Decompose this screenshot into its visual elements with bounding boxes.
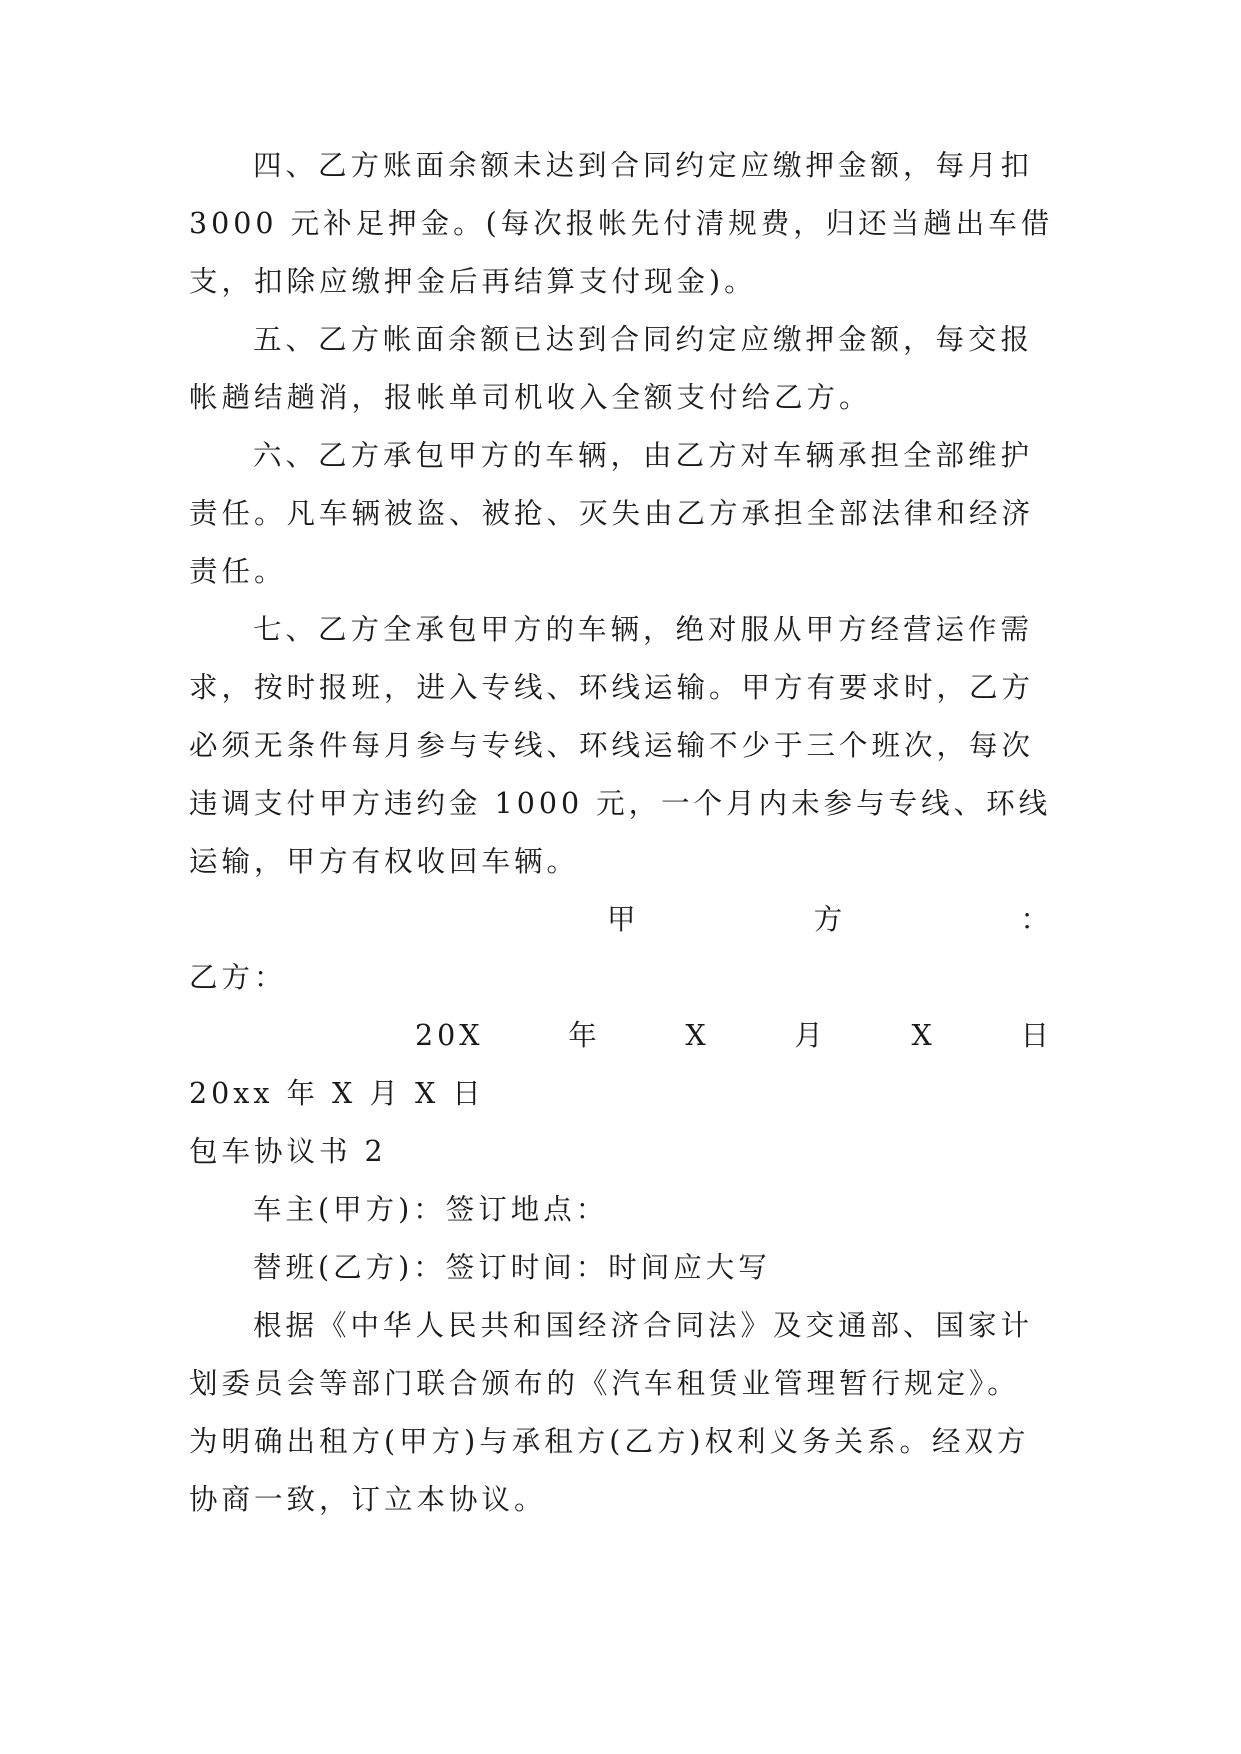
clause-6-line-2: 责任。凡车辆被盗、被抢、灭失由乙方承担全部法律和经济 [189,497,1035,530]
clause-5-line-2: 帐趟结趟消，报帐单司机收入全额支付给乙方。 [189,381,872,414]
clause-4-line-2: 3000 元补足押金。(每次报帐先付清规费，归还当趟出车借 [189,207,1053,240]
date-month-label: 月 [794,1019,827,1052]
party-a-signature-line [189,891,1053,949]
clause-4-line-3: 支，扣除应缴押金后再结算支付现金)。 [189,265,757,298]
party-b-date-line: 20xx 年 X 月 X 日 [189,1077,485,1110]
signature-block [189,891,1053,1123]
clause-5 [189,311,1053,427]
clause-7-line-1: 七、乙方全承包甲方的车辆，绝对服从甲方经营运作需 [253,613,1034,646]
clause-6-line-3: 责任。 [189,555,287,588]
clause-7-line-3: 必须无条件每月参与专线、环线运输不少于三个班次，每次 [189,729,1035,762]
clause-4 [189,137,1053,311]
preamble-line-1: 根据《中华人民共和国经济合同法》及交通部、国家计 [253,1309,1034,1342]
clause-7-line-5: 运输，甲方有权收回车辆。 [189,845,580,878]
party-a-char-1: 甲 [607,903,640,936]
date-year-label: 年 [568,1019,601,1052]
party-a-colon: ： [1020,903,1053,936]
clause-6 [189,427,1053,601]
date-year: 20X [415,1019,484,1052]
date-day-label: 日 [1020,1019,1053,1052]
clause-6-line-1: 六、乙方承包甲方的车辆，由乙方对车辆承担全部维护 [253,439,1034,472]
agreement-2-title: 包车协议书 2 [189,1135,387,1168]
clause-7 [189,601,1053,891]
date-month: X [685,1019,710,1052]
preamble-line-2: 划委员会等部门联合颁布的《汽车租赁业管理暂行规定》。 [189,1367,1020,1400]
party-b-signature-line: 乙方： [189,961,287,994]
clause-4-line-1: 四、乙方账面余额未达到合同约定应缴押金额，每月扣 [253,149,1034,182]
preamble-line-4: 协商一致，订立本协议。 [189,1483,547,1516]
party-a-char-2: 方 [813,903,847,936]
document-page [189,137,1053,1529]
preamble-line-3: 为明确出租方(甲方)与承租方(乙方)权利义务关系。经双方 [189,1425,1030,1458]
clause-5-line-1: 五、乙方帐面余额已达到合同约定应缴押金额，每交报 [253,323,1034,356]
driver-line: 替班(乙方)：签订时间：时间应大写 [253,1251,771,1284]
party-a-date-line [189,1007,1053,1065]
date-day: X [911,1019,936,1052]
clause-7-line-4: 违调支付甲方违约金 1000 元，一个月内未参与专线、环线 [189,787,1052,820]
owner-line: 车主(甲方)：签订地点： [253,1193,609,1226]
clause-7-line-2: 求，按时报班，进入专线、环线运输。甲方有要求时，乙方 [189,671,1035,704]
agreement-2 [189,1123,1053,1529]
